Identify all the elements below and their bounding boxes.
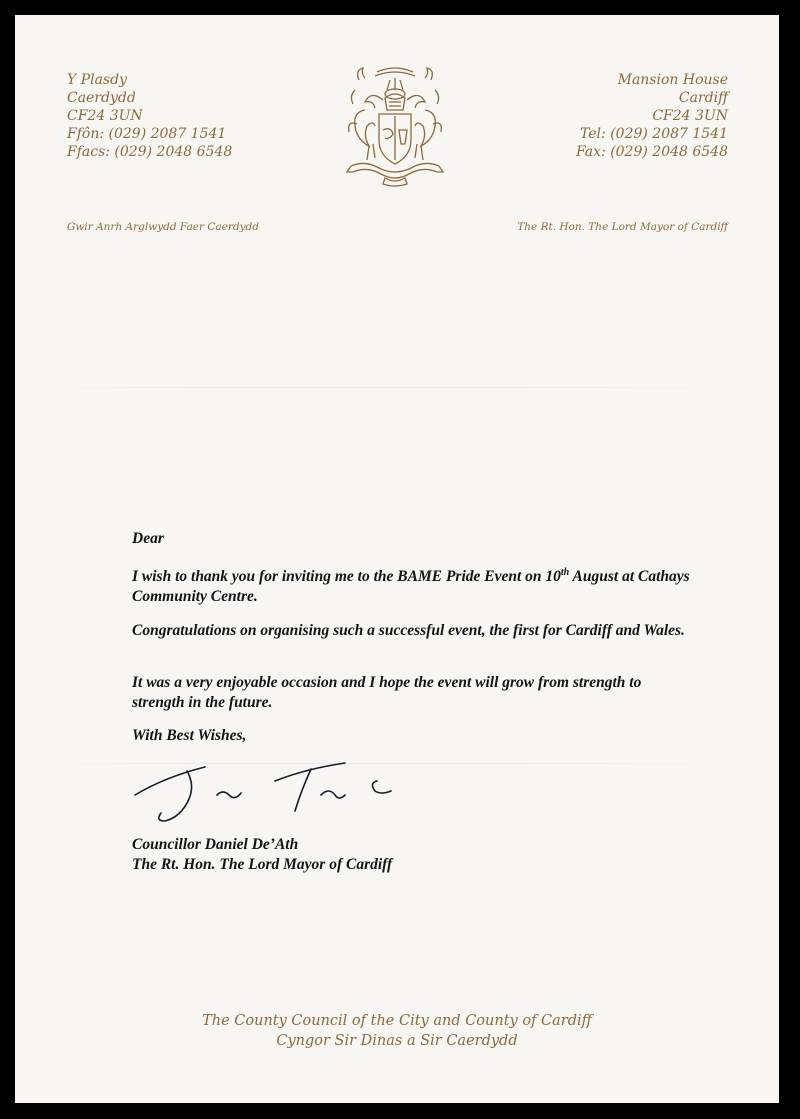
- english-fax: Fax: (029) 2048 6548: [576, 144, 728, 160]
- welsh-lord-mayor-title: Gwir Anrh Arglwydd Faer Caerdydd: [67, 221, 259, 233]
- footer-welsh: Cyngor Sir Dinas a Sir Caerdydd: [276, 1033, 518, 1049]
- paragraph-congratulations: Congratulations on organising such a successful event, the first for Cardiff and Wales.: [132, 622, 685, 639]
- footer-english: The County Council of the City and County of Cardiff: [202, 1013, 592, 1029]
- english-lord-mayor-title: The Rt. Hon. The Lord Mayor of Cardiff: [517, 221, 728, 233]
- paragraph-thanks-end: August at Cathays Community Centre.: [132, 568, 690, 605]
- closing: With Best Wishes,: [132, 727, 247, 744]
- signer-name: Councillor Daniel De’Ath: [132, 836, 299, 853]
- coat-of-arms-icon: [335, 60, 455, 190]
- salutation: Dear: [132, 530, 164, 547]
- welsh-fax: Ffacs: (029) 2048 6548: [67, 144, 233, 160]
- english-address-line: CF24 3UN: [652, 108, 728, 124]
- english-address-line: Mansion House: [617, 72, 728, 88]
- handwritten-signature: [125, 755, 405, 845]
- signer-title: The Rt. Hon. The Lord Mayor of Cardiff: [132, 856, 393, 873]
- ordinal-suffix: th: [560, 566, 570, 578]
- letter-page: [15, 15, 779, 1103]
- fold-line-upper: [15, 387, 779, 388]
- english-address-block: [576, 71, 728, 161]
- english-address-line: Cardiff: [678, 90, 728, 106]
- welsh-address-block: [67, 71, 232, 161]
- welsh-address-line: Y Plasdy: [67, 72, 127, 88]
- welsh-phone: Ffôn: (029) 2087 1541: [67, 126, 227, 142]
- welsh-address-line: CF24 3UN: [67, 108, 143, 124]
- paragraph-enjoyable: It was a very enjoyable occasion and I hope the event will grow from strength to strength in the future.: [132, 674, 642, 711]
- paragraph-thanks-start: I wish to thank you for inviting me to the BAME Pride Event on 10: [132, 568, 561, 585]
- english-phone: Tel: (029) 2087 1541: [580, 126, 728, 142]
- paragraph-thanks: [132, 567, 692, 607]
- welsh-address-line: Caerdydd: [67, 90, 136, 106]
